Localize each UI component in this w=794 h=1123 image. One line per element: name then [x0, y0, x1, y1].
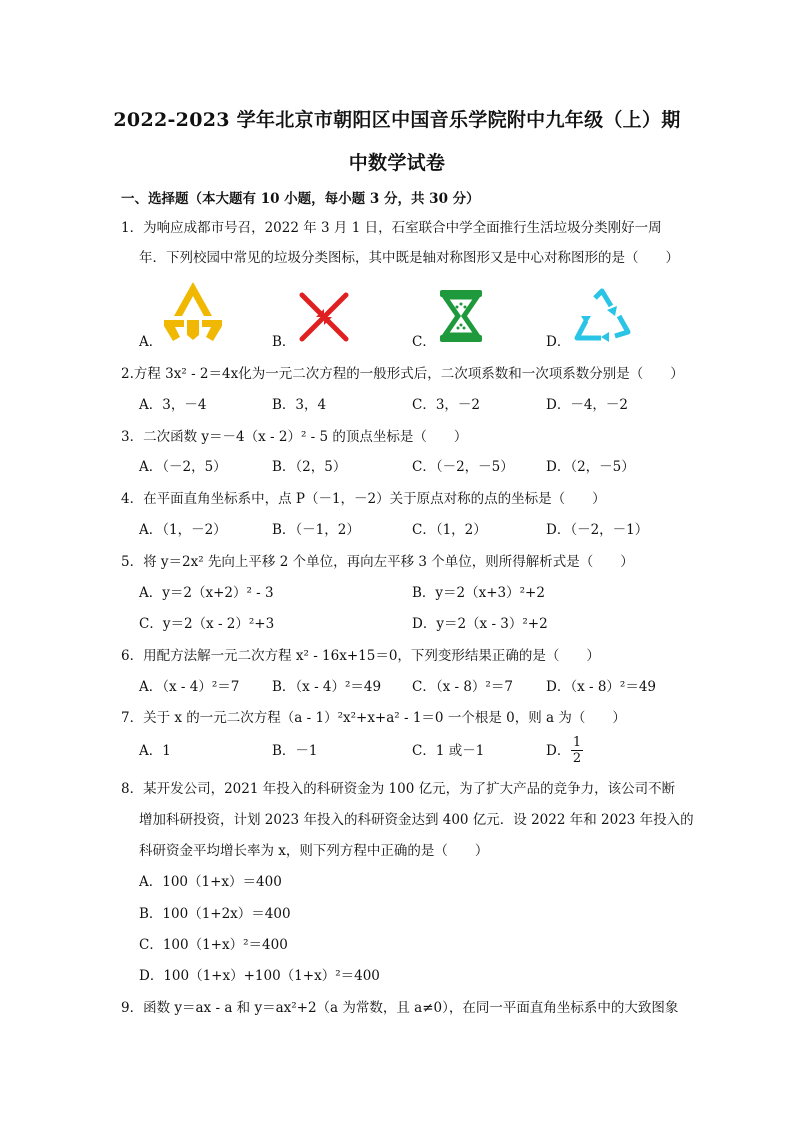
q6-option-c: C．（x - 8）²＝7: [412, 679, 513, 695]
q3-option-b: B．（2，5）: [272, 459, 347, 475]
q5-option-a: A．y＝2（x+2）² - 3: [139, 585, 274, 601]
cyan-recycle-triangle-icon: [571, 288, 633, 344]
q1-option-c: C．: [412, 334, 436, 350]
q8-option-a: A．100（1+x）＝400: [139, 874, 282, 890]
q8-text-line2: 增加科研投资，计划 2023 年投入的科研资金达到 400 亿元．设 2022 年和 2023 年投入的: [139, 812, 694, 828]
q9-text: 9．函数 y＝ax - a 和 y＝ax²+2（a 为常数，且 a≠0），在同一平面直角坐标系中的大致图象: [121, 1000, 679, 1016]
page-title-line1: 2022-2023 学年北京市朝阳区中国音乐学院附中九年级（上）期: [113, 109, 681, 131]
q3-text: 3．二次函数 y＝－4（x - 2）² - 5 的顶点坐标是（ ）: [121, 429, 468, 445]
q6-text: 6．用配方法解一元二次方程 x² - 16x+15＝0，下列变形结果正确的是（ ）: [121, 648, 600, 664]
page-title-line2: 中数学试卷: [348, 152, 446, 174]
q8-option-c: C．100（1+x）²＝400: [139, 937, 288, 953]
q2-option-d: D．－4，－2: [546, 397, 629, 413]
q8-option-b: B．100（1+2x）＝400: [139, 906, 291, 922]
q7-option-b: B．－1: [272, 743, 318, 759]
q4-text: 4．在平面直角坐标系中，点 P（－1，－2）关于原点对称的点的坐标是（ ）: [121, 491, 606, 507]
q6-option-d: D．（x - 8）²＝49: [546, 679, 657, 695]
q8-text-line3: 科研资金平均增长率为 x，则下列方程中正确的是（ ）: [139, 843, 489, 859]
q1-option-a: A．: [139, 334, 163, 350]
q7-option-a: A．1: [139, 743, 171, 759]
q5-option-b: B．y＝2（x+3）²+2: [412, 585, 545, 601]
q3-option-c: C．（－2，－5）: [412, 459, 514, 475]
q7-option-d-fraction: [570, 735, 584, 766]
q2-option-c: C．3，－2: [412, 397, 481, 413]
recycle-triangle-yellow-icon: [160, 280, 226, 342]
q7-option-c: C．1 或－1: [412, 743, 485, 759]
fraction-numerator: 1: [572, 735, 582, 750]
section-heading: 一、选择题（本大题有 10 小题，每小题 3 分，共 30 分）: [121, 191, 480, 207]
q8-option-d: D．100（1+x）+100（1+x）²＝400: [139, 968, 380, 984]
q8-text-line1: 8．某开发公司，2021 年投入的科研资金为 100 亿元，为了扩大产品的竞争力，该公司不断: [121, 781, 676, 797]
q1-option-b: B．: [272, 334, 296, 350]
q1-text-line2: 年．下列校园中常见的垃圾分类图标，其中既是轴对称图形又是中心对称图形的是（ ）: [139, 250, 679, 266]
q1-option-d: D．: [546, 334, 571, 350]
fraction-denominator: 2: [572, 751, 582, 766]
q3-option-a: A．（－2，5）: [139, 459, 227, 475]
q5-option-d: D．y＝2（x - 3）²+2: [412, 616, 548, 632]
q2-option-a: A．3，－4: [139, 397, 207, 413]
q1-text-line1: 1．为响应成都市号召，2022 年 3 月 1 日，石室联合中学全面推行生活垃圾分类刚好一周: [121, 220, 662, 236]
q5-text: 5．将 y＝2x² 先向上平移 2 个单位，再向左平移 3 个单位，则所得解析式是（ ）: [121, 554, 634, 570]
q4-option-a: A．（1，－2）: [139, 522, 227, 538]
q4-option-c: C．（1，2）: [412, 522, 487, 538]
q7-text: 7．关于 x 的一元二次方程（a - 1）²x²+x+a² - 1＝0 一个根是 0，则 a 为（ ）: [121, 710, 626, 726]
q2-option-b: B．3，4: [272, 397, 327, 413]
q4-option-d: D．（－2，－1）: [546, 522, 649, 538]
q6-option-b: B．（x - 4）²＝49: [272, 679, 382, 695]
q5-option-c: C．y＝2（x - 2）²+3: [139, 616, 275, 632]
q7-option-d: D．: [546, 743, 571, 759]
q4-option-b: B．（－1，2）: [272, 522, 360, 538]
q6-option-a: A．（x - 4）²＝7: [139, 679, 240, 695]
q3-option-d: D．（2，－5）: [546, 459, 635, 475]
q2-text: 2.方程 3x² - 2＝4x化为一元二次方程的一般形式后，二次项系数和一次项系数分别是（ ）: [121, 366, 684, 382]
green-hourglass-icon: [438, 288, 484, 344]
red-cross-arrows-icon: [298, 291, 350, 343]
